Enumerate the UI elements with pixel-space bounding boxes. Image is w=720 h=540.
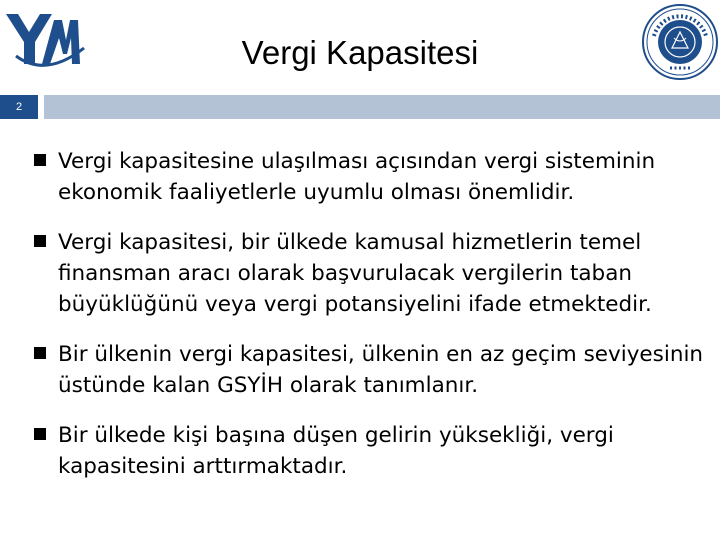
header-bar bbox=[44, 95, 720, 119]
bullet-item bbox=[34, 227, 706, 320]
square-bullet-icon bbox=[34, 428, 46, 440]
bullet-item bbox=[34, 339, 706, 401]
slide-number: 2 bbox=[0, 95, 38, 119]
square-bullet-icon bbox=[34, 347, 46, 359]
square-bullet-icon bbox=[34, 235, 46, 247]
bullet-text: Vergi kapasitesine ulaşılması açısından vergi sisteminin ekonomik faaliyetlerle uyumlu olması önemlidir. bbox=[58, 149, 656, 205]
bullet-text: Vergi kapasitesi, bir ülkede kamusal hizmetlerin temel finansman aracı olarak başvurulacak vergilerin taban büyüklüğünü veya vergi potansiyelini ifade etmektedir. bbox=[58, 230, 652, 317]
bullet-text: Bir ülkenin vergi kapasitesi, ülkenin en az geçim seviyesinin üstünde kalan GSYİH olarak tanımlanır. bbox=[58, 342, 704, 398]
uludag-university-seal bbox=[640, 2, 720, 82]
page-title: Vergi Kapasitesi bbox=[241, 34, 479, 71]
bullet-text: Bir ülkede kişi başına düşen gelirin yüksekliği, vergi kapasitesini arttırmaktadır. bbox=[58, 423, 614, 479]
square-bullet-icon bbox=[34, 154, 46, 166]
title-rule bbox=[0, 95, 720, 119]
bullet-item bbox=[34, 146, 706, 208]
bullet-list bbox=[34, 146, 706, 501]
bullet-item bbox=[34, 420, 706, 482]
